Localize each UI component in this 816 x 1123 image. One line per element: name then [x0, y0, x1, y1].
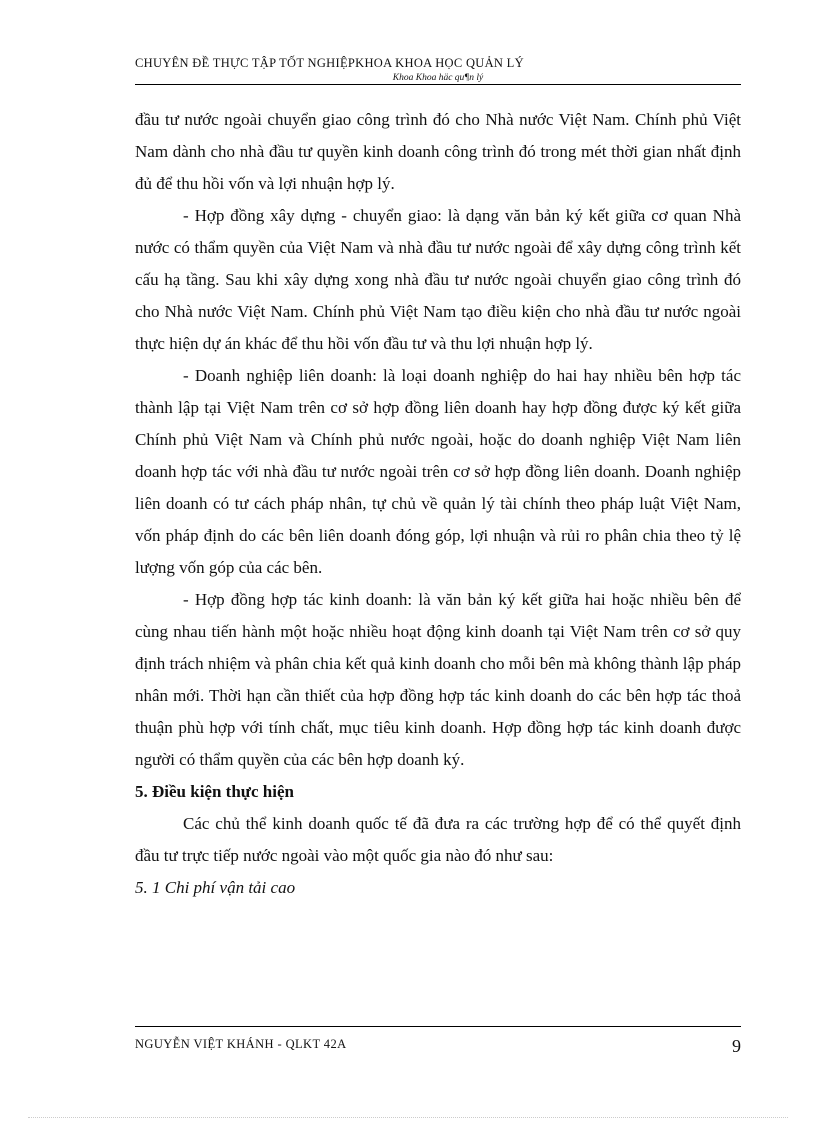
paragraph-conditions: Các chủ thể kinh doanh quốc tế đã đưa ra các trường hợp để có thể quyết định đầu tư trực tiếp nước ngoài vào một quốc gia nào đó như sau: [135, 814, 741, 865]
page-bottom-edge [28, 1117, 788, 1118]
section-heading: 5. Điều kiện thực hiện [135, 782, 294, 801]
page-header-title: CHUYÊN ĐỀ THỰC TẬP TỐT NGHIỆPKHOA KHOA HỌC QUẢN LÝ [135, 56, 524, 70]
footer-divider [135, 1026, 741, 1027]
paragraph-bt-contract: - Hợp đồng xây dựng - chuyển giao: là dạng văn bản ký kết giữa cơ quan Nhà nước có thẩm quyền của Việt Nam và nhà đầu tư nước ngoài để xây dựng công trình kết cấu hạ tầng. Sau khi xây dựng xong nhà đầu tư nước ngoài chuyển giao công trình đó cho Nhà nước Việt Nam. Chính phủ Việt Nam tạo điều kiện cho nhà đầu tư nước ngoài thực hiện dự án khác để thu hồi vốn đầu tư và thu lợi nhuận hợp lý. [135, 206, 741, 353]
page-header-subtitle: Khoa Khoa häc qu¶n lý [392, 73, 484, 83]
footer-author: NGUYỄN VIỆT KHÁNH - QLKT 42A [135, 1037, 347, 1051]
paragraph-1: đầu tư nước ngoài chuyển giao công trình đó cho Nhà nước Việt Nam. Chính phủ Việt Nam dành cho nhà đầu tư quyền kinh doanh công trình đó trong mét thời gian nhất định đủ để thu hồi vốn và lợi nhuận hợp lý. [135, 110, 741, 193]
header-divider [135, 84, 741, 85]
paragraph-joint-venture: - Doanh nghiệp liên doanh: là loại doanh nghiệp do hai hay nhiều bên hợp tác thành lập tại Việt Nam trên cơ sở hợp đồng liên doanh hay hợp đồng được ký kết giữa Chính phủ Việt Nam và Chính phủ nước ngoài, hoặc do doanh nghiệp Việt Nam liên doanh hợp tác với nhà đầu tư nước ngoài trên cơ sở hợp đồng liên doanh. Doanh nghiệp liên doanh có tư cách pháp nhân, tự chủ về quản lý tài chính theo pháp luật Việt Nam, vốn pháp định do các bên liên doanh đóng góp, lợi nhuận và rủi ro phân chia theo tỷ lệ lượng vốn góp của các bên. [135, 366, 741, 577]
subsection-heading: 5. 1 Chi phí vận tải cao [135, 878, 296, 897]
page-number: 9 [732, 1036, 741, 1056]
paragraph-bcc-contract: - Hợp đồng hợp tác kinh doanh: là văn bản ký kết giữa hai hoặc nhiều bên để cùng nhau tiến hành một hoặc nhiều hoạt động kinh doanh tại Việt Nam trên cơ sở quy định trách nhiệm và phân chia kết quả kinh doanh cho mỗi bên mà không thành lập pháp nhân mới. Thời hạn cần thiết của hợp đồng hợp tác kinh doanh do các bên hợp tác thoả thuận phù hợp với tính chất, mục tiêu kinh doanh. Hợp đồng hợp tác kinh doanh được người có thẩm quyền của các bên hợp doanh ký. [135, 590, 741, 769]
document-body [135, 104, 741, 904]
